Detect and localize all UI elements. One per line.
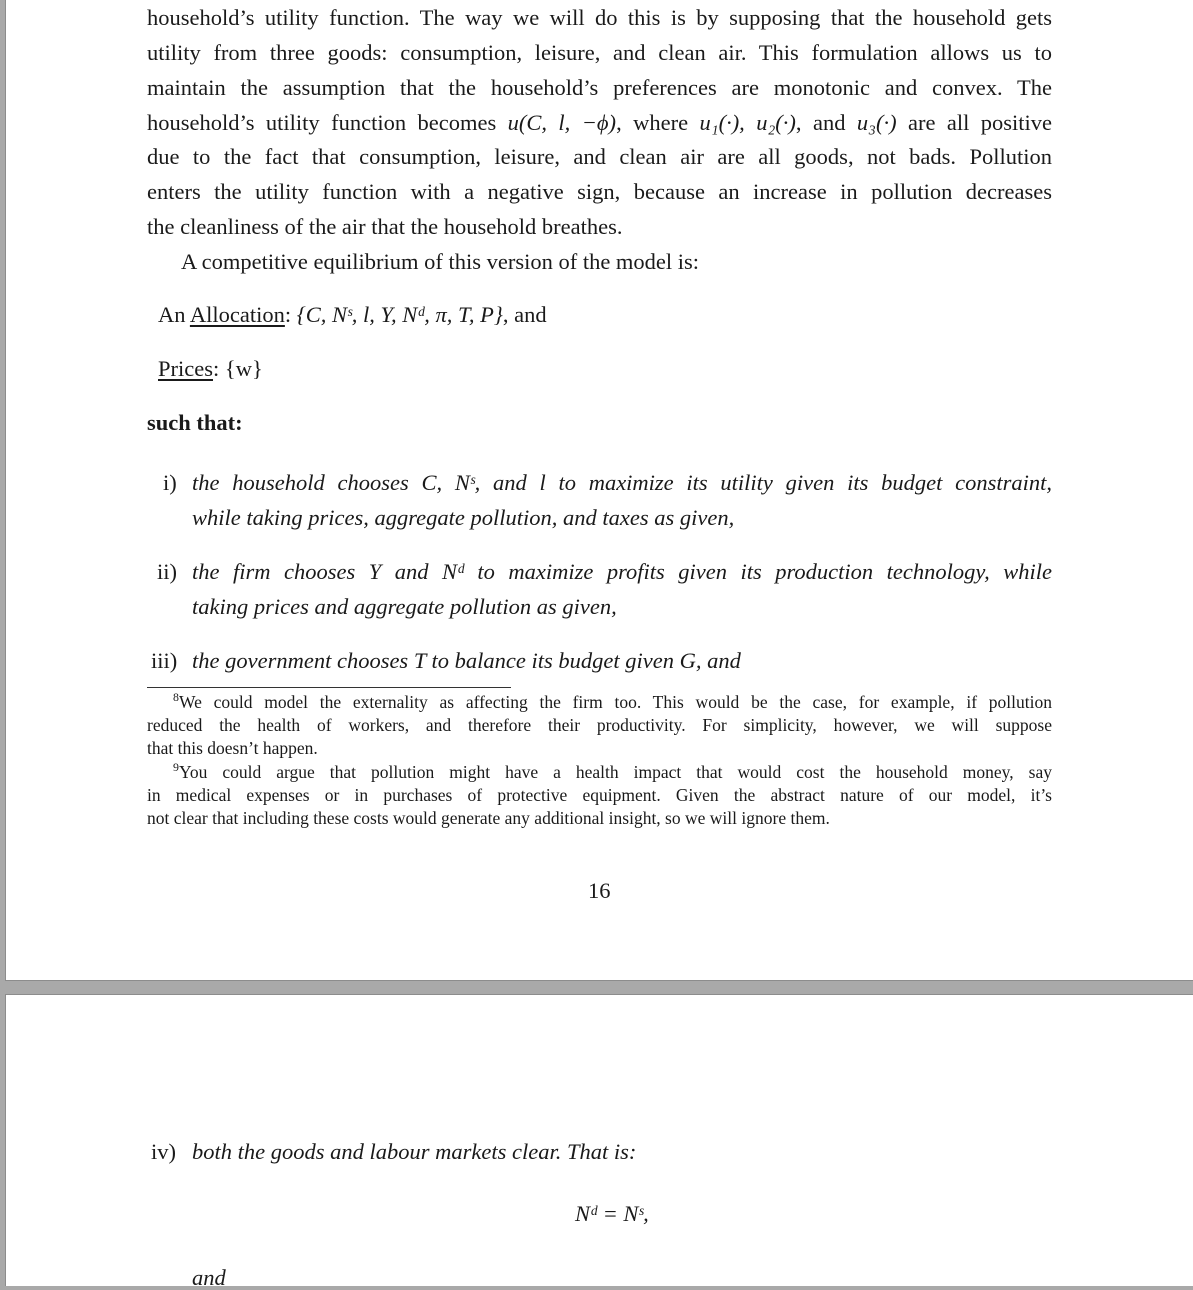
footnote-9-line-1 [147,760,1052,782]
page-number: 16 [588,878,611,903]
condition-iii-line-1: the government chooses T to balance its budget given G, and [192,648,741,673]
footnote-rule [147,687,511,688]
footnote-8-line-3: that this doesn’t happen. [147,738,318,758]
condition-ii-label: ii) [157,559,177,584]
and-text: and [192,1265,226,1290]
paragraph-line-2: utility from three goods: consumption, leisure, and clean air. This formulation allows us to [147,40,1052,65]
allocation-label: Allocation [189,302,285,327]
text-segment: household’s utility function becomes [147,110,508,135]
text-segment: are all positive [896,110,1053,135]
paragraph-line-5: due to the fact that consumption, leisure, and clean air are all goods, not bads. Pollution [147,144,1052,169]
prices-set-math: {w} [224,356,263,381]
footnote-8-line-2: reduced the health of workers, and therefore their productivity. For simplicity, however, we will suppose [147,715,1052,735]
paragraph-line-6: enters the utility function with a negative sign, because an increase in pollution decreases [147,179,1052,204]
utility-function-math: u(C, l, −ϕ) [507,110,617,135]
text-segment: We could model the externality as affecting the firm too. This would be the case, for example, if pollution [178,692,1052,712]
text-segment: You could argue that pollution might have a health impact that would cost the household money, say [178,762,1052,782]
condition-iii-label: iii) [151,648,178,673]
footnote-9-line-3: not clear that including these costs would generate any additional insight, so we will ignore them. [147,808,830,828]
footnote-mark: 8 [173,690,179,705]
labour-market-equation: Nᵈ = Nˢ, [575,1201,649,1226]
text-segment: An [158,302,190,327]
condition-iv-text: both the goods and labour markets clear. That is: [192,1139,637,1164]
paragraph-line-1: household’s utility function. The way we will do this is by supposing that the household gets [147,5,1052,30]
condition-ii-line-1: the firm chooses Y and Nᵈ to maximize profits given its production technology, while [192,559,1052,584]
paragraph-line-4 [147,112,1052,135]
footnote-9-line-2: in medical expenses or in purchases of protective equipment. Given the abstract nature of our model, it’s [147,785,1052,805]
document-page-17 [5,994,1193,1290]
document-page-16 [5,0,1193,981]
text-segment: , and [502,302,547,327]
such-that-heading: such that: [147,410,243,435]
footnote-mark: 9 [173,760,179,775]
condition-i-label: i) [163,470,177,495]
equilibrium-intro: A competitive equilibrium of this version of the model is: [181,249,700,274]
allocation-definition [158,304,547,327]
paragraph-line-3: maintain the assumption that the household’s preferences are monotonic and convex. The [147,75,1052,100]
condition-i-line-1: the household chooses C, Nˢ, and l to maximize its utility given its budget constraint, [192,470,1052,495]
condition-ii-line-2: taking prices and aggregate pollution as given, [192,594,617,619]
text-segment: , where [616,110,700,135]
paragraph-line-7: the cleanliness of the air that the household breathes. [147,214,623,239]
condition-iv-label: iv) [151,1139,176,1164]
footnote-8-line-1 [147,690,1052,712]
marginal-utility-math: u₁(·), u₂(·) [699,110,796,135]
text-segment: , and [795,110,857,135]
allocation-set-math: {C, Nˢ, l, Y, Nᵈ, π, T, P} [296,302,503,327]
text-segment: : [213,356,225,381]
prices-label: Prices [158,356,213,381]
prices-definition [158,358,263,381]
text-segment: : [284,302,297,327]
condition-i-line-2: while taking prices, aggregate pollution, and taxes as given, [192,505,735,530]
marginal-utility-math: u₃(·) [856,110,897,135]
